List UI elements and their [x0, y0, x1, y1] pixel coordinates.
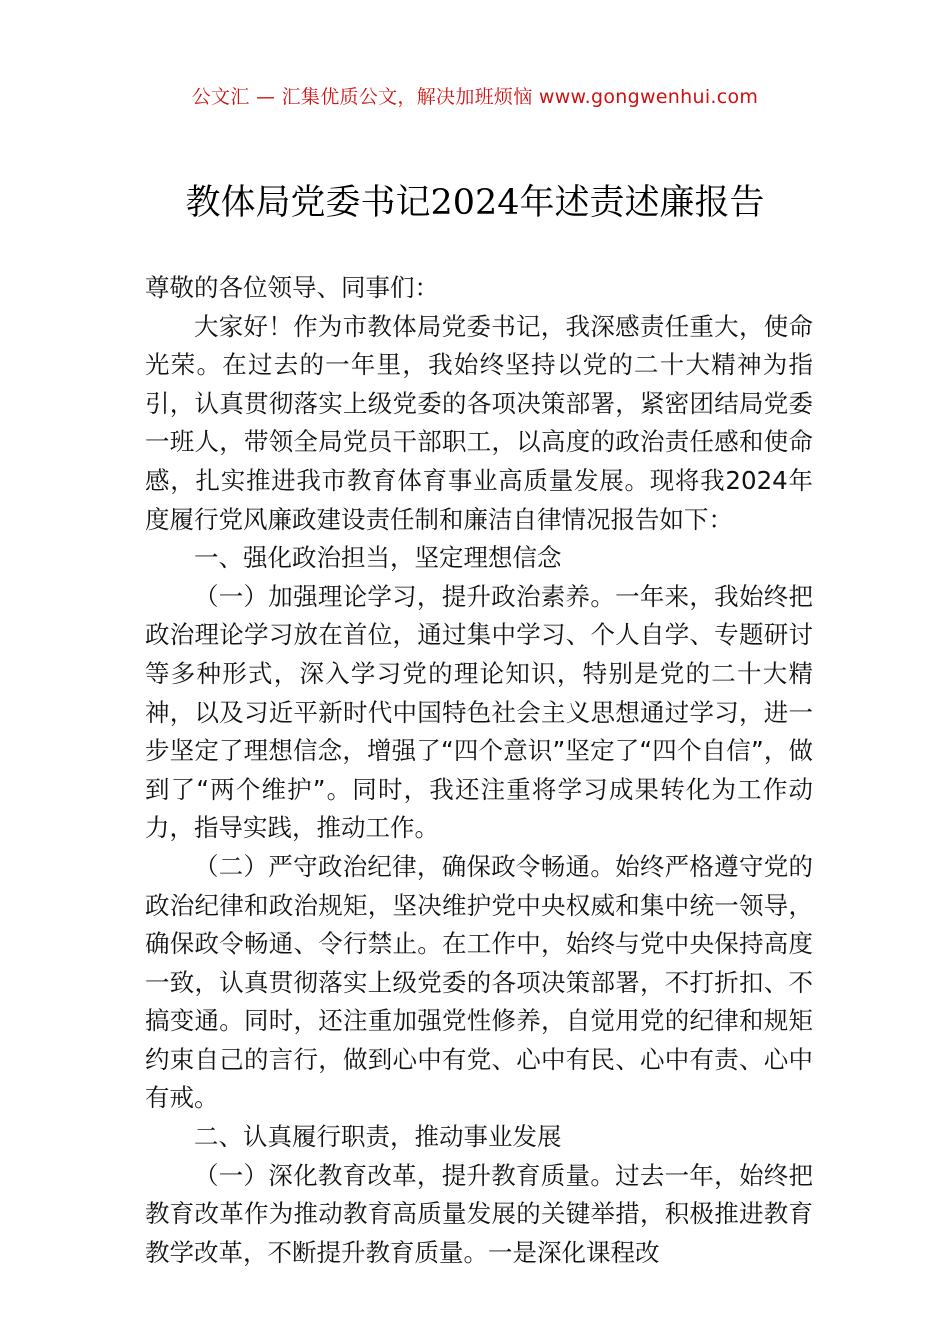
section-2-item-1: （一）深化教育改革，提升教育质量。过去一年，始终把教育改革作为推动教育高质量发展的关键举措，积极推进教育教学改革，不断提升教育质量。一是深化课程改 [145, 1160, 813, 1267]
source-banner: 公文汇 — 汇集优质公文，解决加班烦恼 www.gongwenhui.com [191, 86, 759, 108]
section-1-item-1: （一）加强理论学习，提升政治素养。一年来，我始终把政治理论学习放在首位，通过集中学习、个人自学、专题研讨等多种形式，深入学习党的理论知识，特别是党的二十大精神，以及习近平新时代中国特色社会主义思想通过学习，进一步坚定了理想信念，增强了“四个意识”坚定了“四个自信”，做到了“两个维护”。同时，我还注重将学习成果转化为工作动力，指导实践，推动工作。 [145, 581, 813, 843]
section-1-item-2: （二）严守政治纪律，确保政令畅通。始终严格遵守党的政治纪律和政治规矩，坚决维护党中央权威和集中统一领导，确保政令畅通、令行禁止。在工作中，始终与党中央保持高度一致，认真贯彻落实上级党委的各项决策部署，不打折扣、不搞变通。同时，还注重加强党性修养，自觉用党的纪律和规矩约束自己的言行，做到心中有党、心中有民、心中有责、心中有戒。 [145, 851, 813, 1113]
section-2-heading: 二、认真履行职责，推动事业发展 [194, 1122, 562, 1152]
salutation: 尊敬的各位领导、同事们： [145, 273, 439, 302]
intro-paragraph: 大家好！作为市教体局党委书记，我深感责任重大，使命光荣。在过去的一年里，我始终坚持以党的二十大精神为指引，认真贯彻落实上级党委的各项决策部署，紧密团结局党委一班人，带领全局党员干部职工，以高度的政治责任感和使命感，扎实推进我市教育体育事业高质量发展。现将我2024年度履行党风廉政建设责任制和廉洁自律情况报告如下： [145, 311, 813, 534]
document-body [145, 269, 813, 1272]
section-1-heading: 一、强化政治担当，坚定理想信念 [194, 543, 562, 573]
document-title: 教体局党委书记2024年述责述廉报告 [185, 183, 765, 223]
